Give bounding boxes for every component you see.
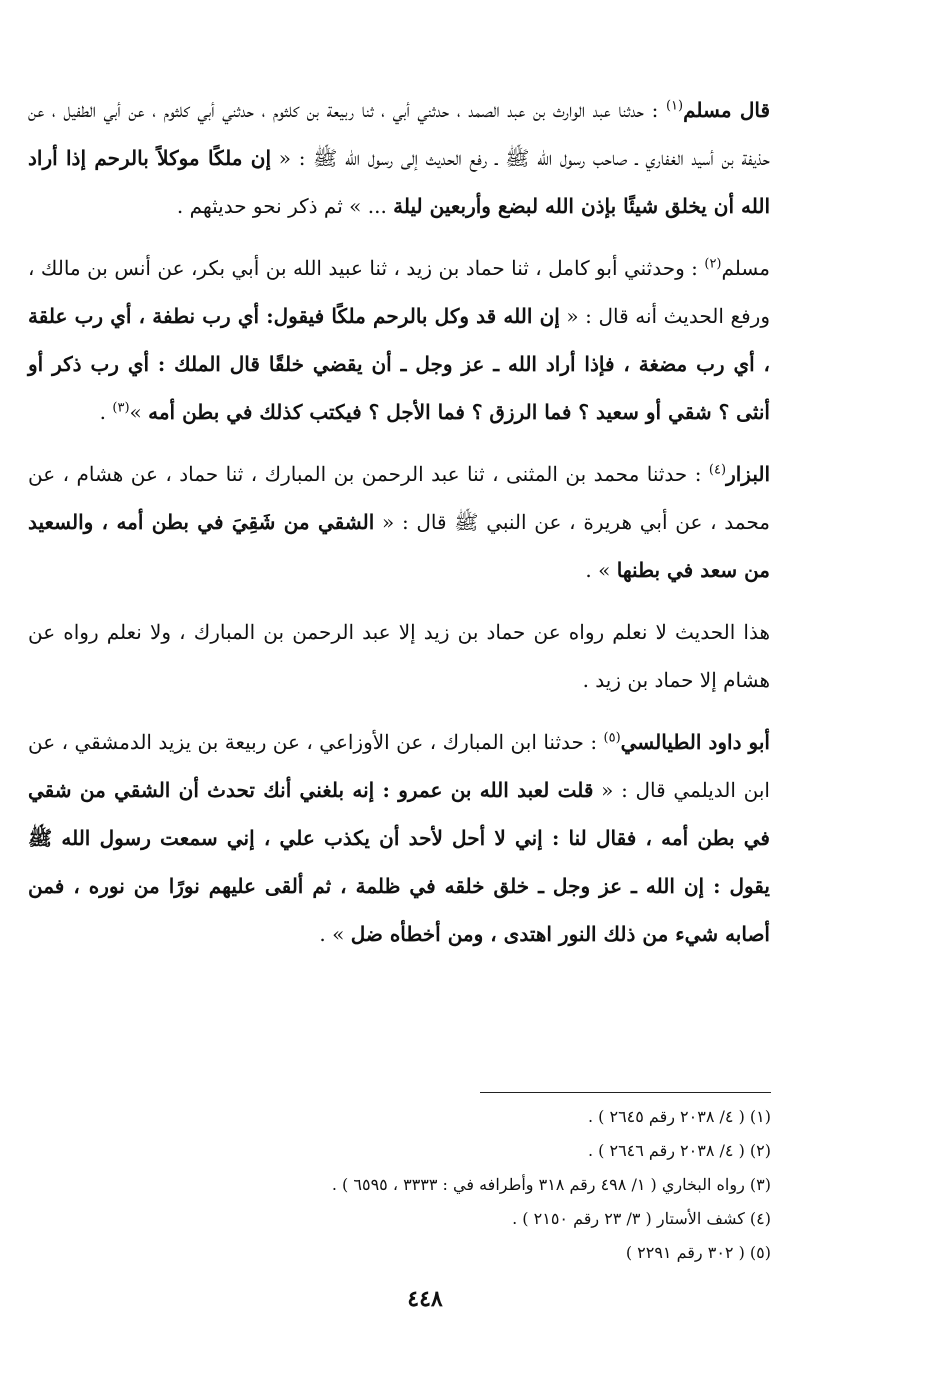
- source-name: قال مسلم: [683, 98, 771, 122]
- narration-text: »: [129, 400, 149, 424]
- narration-text: : وحدثني أبو كامل ، ثنا حماد بن زيد ، ثنا عبيد الله بن أبي بكر، عن أنس بن مالك ، ورفع الحديث أنه قال : «: [28, 256, 771, 328]
- footnotes: [120, 1100, 771, 1270]
- narration-text: » .: [319, 922, 351, 946]
- hadith-text: قلت لعبد الله بن عمرو : إنه بلغني أنك تحدث أن الشقي من شقي في بطن أمه ، فقال لنا : إني لا أحل لأحد أن يكذب علي ، إني سمعت رسول الله ﷺ يقول : إن الله ـ عز وجل ـ خلق خلقه في ظلمة ، ثم ألقى عليهم نورًا من نوره ، فمن أصابه شيء من ذلك النور اهتدى ، ومن أخطأه ضل: [28, 778, 770, 946]
- paragraph-muslim-1: [28, 86, 770, 230]
- hadith-text: إن الله قد وكل بالرحم ملكًا فيقول: أي رب نطفة ، أي رب علقة ، أي رب مضغة ، فإذا أراد الله ـ عز وجل ـ أن يقضي خلقًا قال الملك : أي رب ذكر أو أنثى ؟ شقي أو سعيد ؟ فما الرزق ؟ فما الأجل ؟ فيكتب كذلك في بطن أمه: [28, 304, 770, 424]
- main-text: [28, 86, 770, 960]
- narration-text: ... » ثم ذكر نحو حديثهم .: [176, 194, 394, 218]
- paragraph-bazzar: [28, 450, 770, 594]
- footnote-marker: (٥): [603, 730, 621, 746]
- narration-text: مسلم: [721, 256, 770, 280]
- source-name: أبو داود الطيالسي: [620, 730, 770, 754]
- footnote-divider: [480, 1092, 771, 1093]
- narration-text: : حدثنا عبد الوارث بن عبد الصمد ، حدثني أبي ، ثنا ربيعة بن كلثوم ، حدثني أبي كلثوم ، عن أبي الطفيل ، عن حذيفة بن أسيد الغفاري ـ صاحب رسول الله ﷺ ـ رفع الحديث إلى رسول الله ﷺ : «: [28, 98, 770, 170]
- narration-text: : حدثنا ابن المبارك ، عن الأوزاعي ، عن ربيعة بن يزيد الدمشقي ، عن ابن الديلمي قال : «: [28, 730, 770, 802]
- paragraph-muslim-2: [28, 244, 770, 436]
- footnote-5: (٥) ( ٣٠٢ رقم ٢٢٩١ ): [625, 1243, 771, 1262]
- narration-text: .: [99, 400, 113, 424]
- footnote-marker: (٤): [708, 462, 727, 478]
- footnote-4: (٤) كشف الأستار ( ٣/ ٢٣ رقم ٢١٥٠ ) .: [512, 1209, 771, 1228]
- footnote-marker: (١): [665, 98, 684, 114]
- footnote-marker: (٢): [704, 256, 722, 272]
- footnote-1: (١) ( ٤/ ٢٠٣٨ رقم ٢٦٤٥ ) .: [587, 1107, 771, 1126]
- footnote-marker: (٣): [112, 400, 130, 416]
- paragraph-tayalisi: [28, 718, 770, 958]
- hadith-text: الشقي من شَقِيَ في بطن أمه ، والسعيد من سعد في بطنها: [28, 510, 770, 582]
- narration-text: : حدثنا محمد بن المثنى ، ثنا عبد الرحمن بن المبارك ، ثنا حماد ، عن هشام ، عن محمد ، عن أبي هريرة ، عن النبي ﷺ قال : «: [28, 462, 770, 534]
- page-number: ٤٤٨: [407, 1286, 443, 1312]
- footnote-2: (٢) ( ٤/ ٢٠٣٨ رقم ٢٦٤٦ ) .: [587, 1141, 771, 1160]
- narration-text: » .: [585, 558, 617, 582]
- paragraph-bazzar-comment: [28, 608, 770, 704]
- source-name: البزار: [726, 462, 770, 486]
- footnote-3: (٣) رواه البخاري ( ١/ ٤٩٨ رقم ٣١٨ وأطرافه في : ٣٣٣٣ ، ٦٥٩٥ ) .: [331, 1175, 771, 1194]
- hadith-text: إن ملكًا موكلاً بالرحم إذا أراد الله أن يخلق شيئًا بإذن الله لبضع وأربعين ليلة: [28, 146, 770, 218]
- narration-text: هذا الحديث لا نعلم رواه عن حماد بن زيد إلا عبد الرحمن بن المبارك ، ولا نعلم رواه عن هشام إلا حماد بن زيد .: [28, 620, 770, 692]
